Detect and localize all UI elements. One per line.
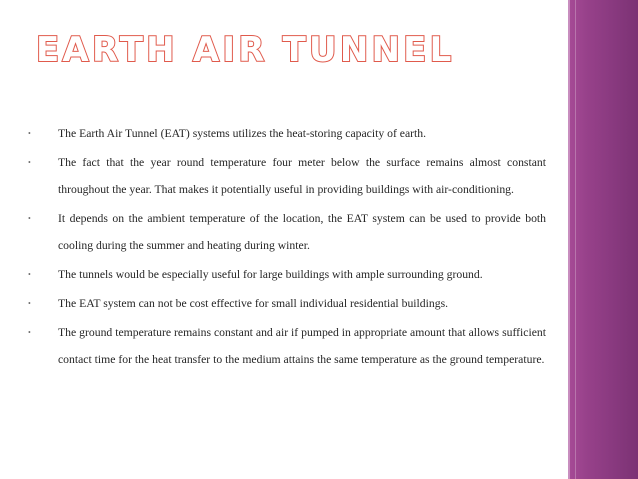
- bullet-list: [26, 120, 546, 375]
- bullet-item-6: [26, 319, 546, 373]
- bullet-text: The tunnels would be especially useful for large buildings with ample surrounding ground.: [58, 268, 483, 281]
- bullet-item-2: [26, 149, 546, 203]
- bullet-text: It depends on the ambient temperature of the location, the EAT system can be used to provide both cooling during the summer and heating during winter.: [58, 212, 546, 252]
- slide-title: EARTH AIR TUNNEL: [36, 30, 455, 70]
- bullet-item-1: [26, 120, 546, 147]
- bullet-item-3: [26, 205, 546, 259]
- bullet-icon: •: [28, 214, 31, 223]
- bullet-item-4: [26, 261, 546, 288]
- bullet-icon: •: [28, 158, 31, 167]
- side-band-highlight: [575, 0, 576, 479]
- bullet-item-5: [26, 290, 546, 317]
- bullet-text: The ground temperature remains constant and air if pumped in appropriate amount that allows sufficient contact time for the heat transfer to the medium attains the same temperature as the ground temperature.: [58, 326, 546, 366]
- bullet-text: The EAT system can not be cost effective for small individual residential buildings.: [58, 297, 449, 310]
- decorative-side-band: [570, 0, 638, 479]
- bullet-icon: •: [28, 129, 31, 138]
- bullet-icon: •: [28, 328, 31, 337]
- bullet-icon: •: [28, 299, 31, 308]
- bullet-text: The fact that the year round temperature four meter below the surface remains almost constant throughout the year. That makes it potentially useful in providing buildings with air-conditioning.: [58, 156, 546, 196]
- bullet-text: The Earth Air Tunnel (EAT) systems utilizes the heat-storing capacity of earth.: [58, 127, 427, 140]
- bullet-icon: •: [28, 270, 31, 279]
